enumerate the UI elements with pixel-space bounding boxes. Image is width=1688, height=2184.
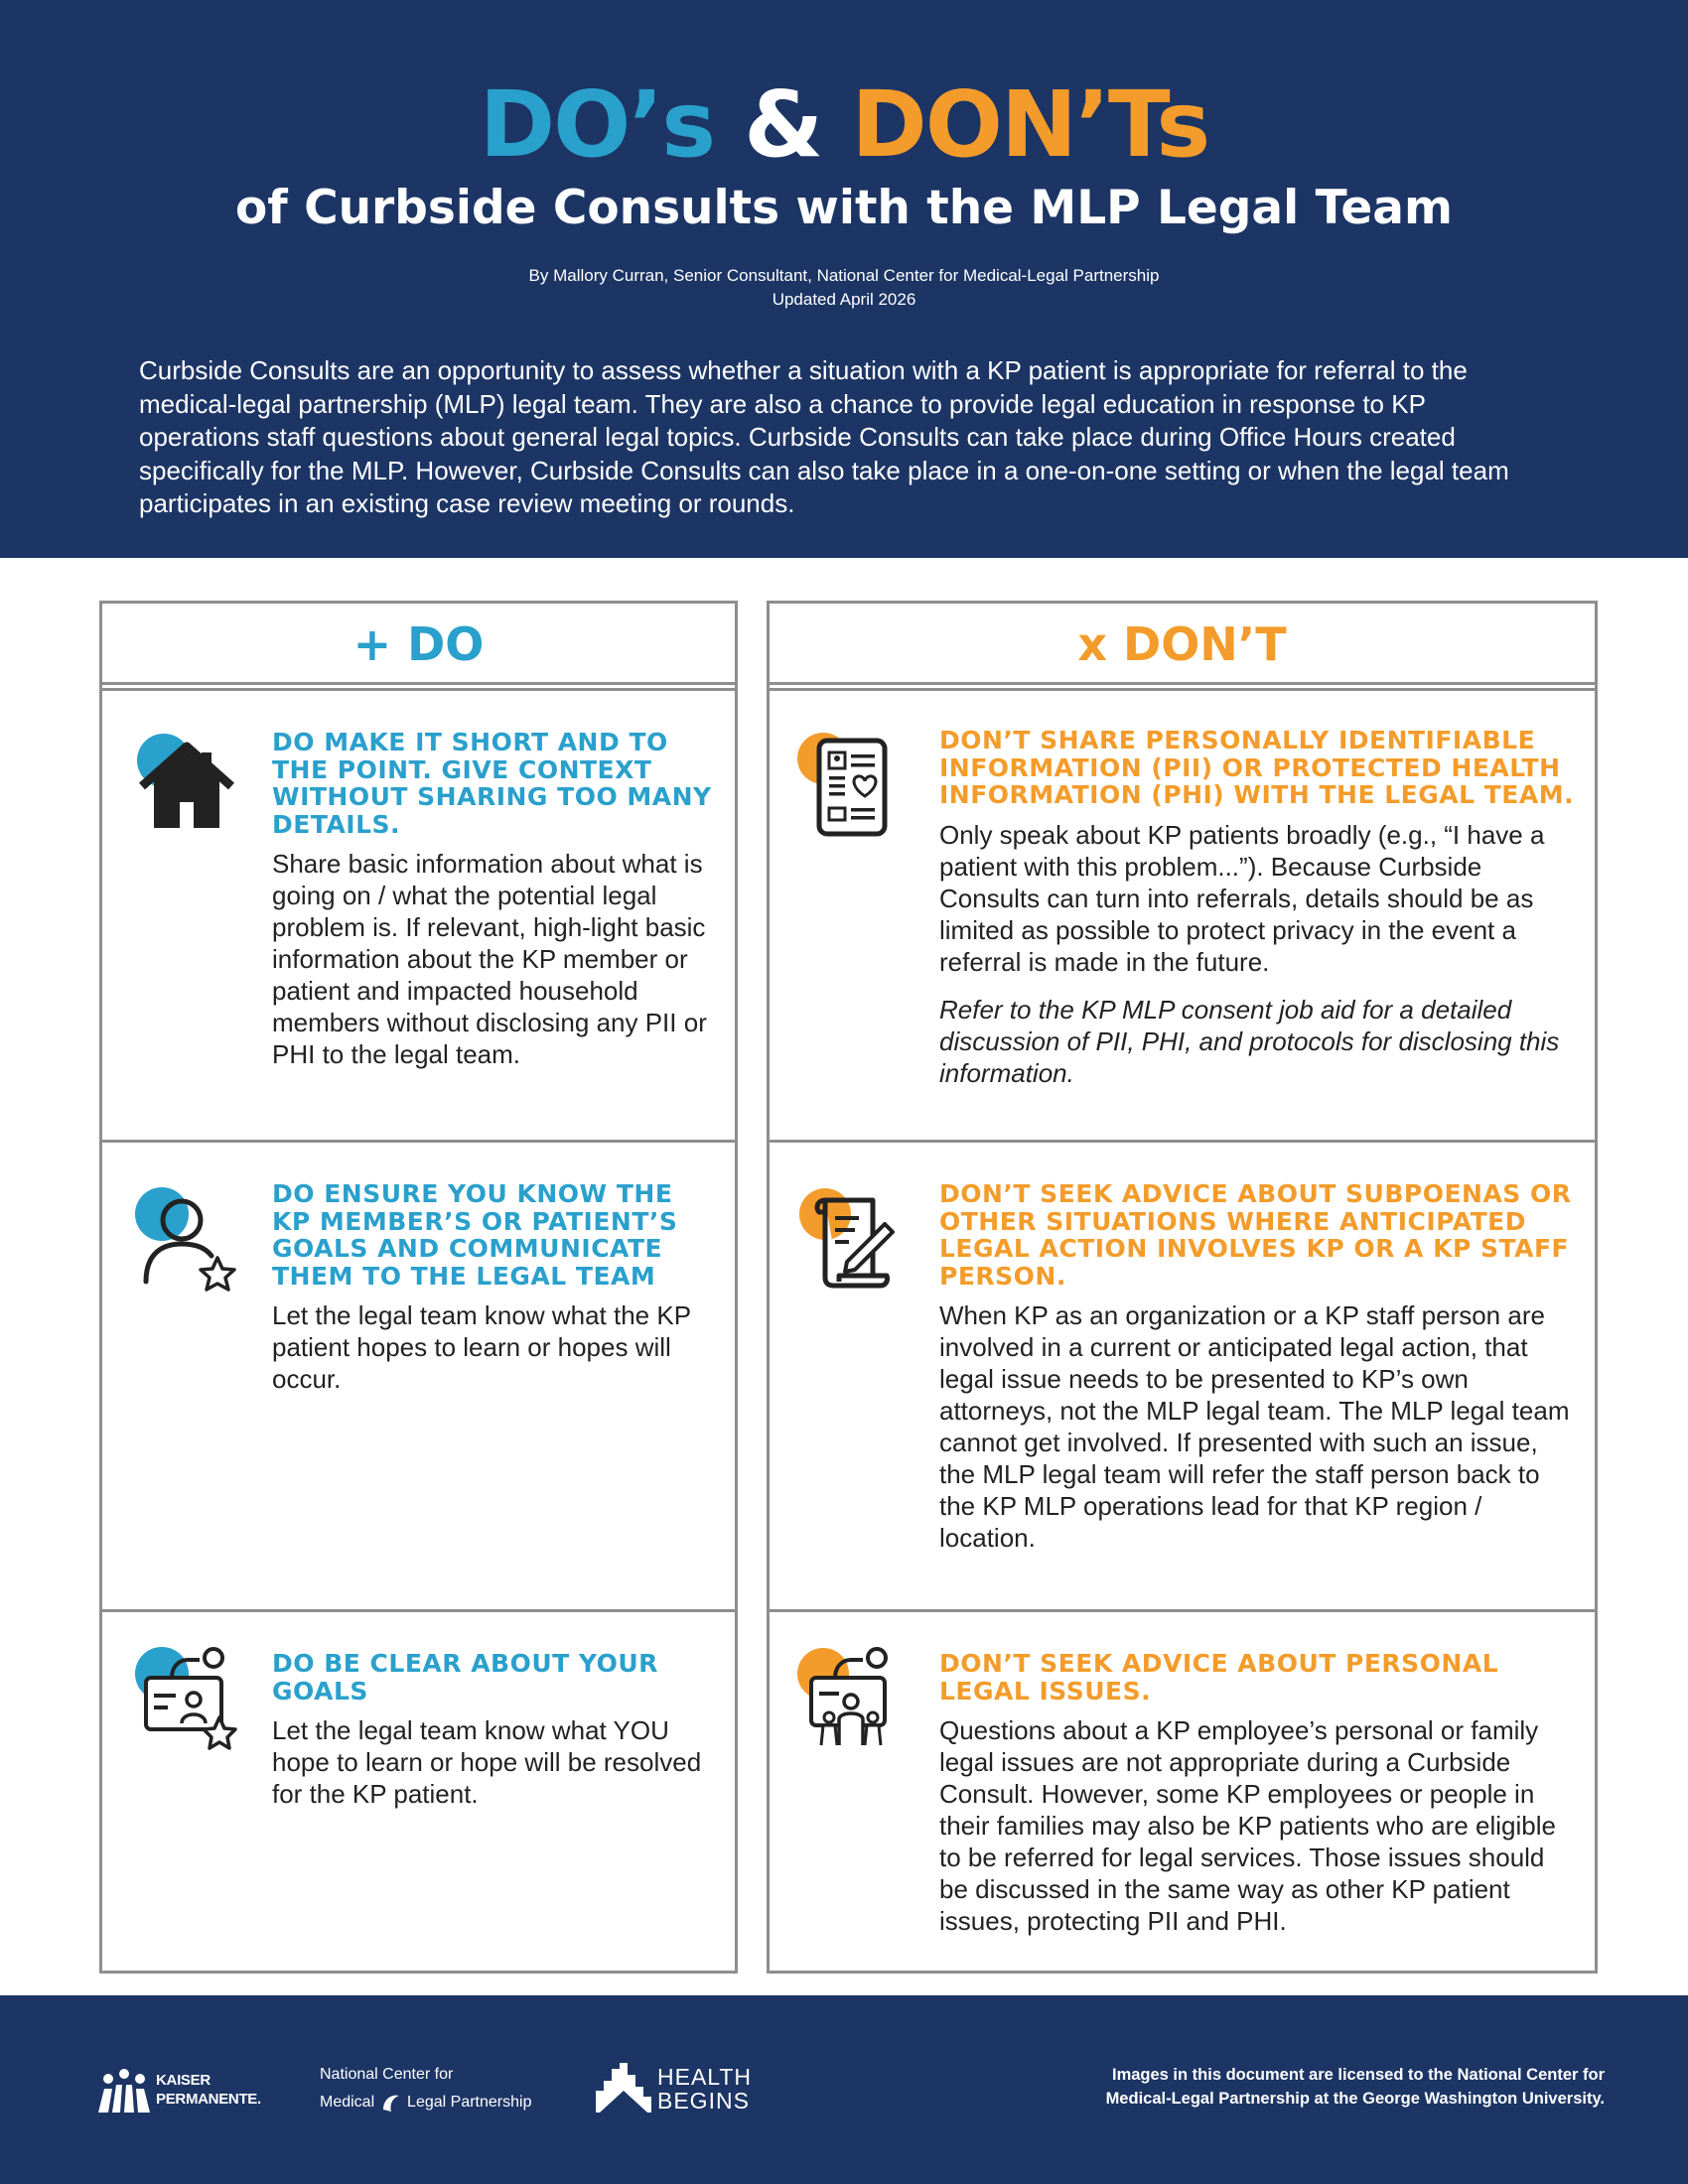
health-begins-logo (594, 2061, 763, 2120)
ncmlp-line2 (320, 2089, 531, 2116)
title-dont: DON’Ts (851, 71, 1209, 178)
do-item-title: DO MAKE IT SHORT AND TO THE POINT. GIVE CONTEXT WITHOUT SHARING TOO MANY DETAILS. (272, 728, 712, 839)
author-line: By Mallory Curran, Senior Consultant, National Center for Medical-Legal Partnership (528, 266, 1160, 285)
do-item-your-goals (102, 1609, 735, 1971)
dont-item-personal (770, 1609, 1595, 1971)
page-title (0, 66, 1688, 185)
do-item-goals-patient-body (272, 1180, 714, 1395)
do-item-short-body (272, 729, 714, 1070)
ncmlp-line1: National Center for (320, 2066, 454, 2083)
do-item-text: Let the legal team know what the KP patient hopes to learn or hopes will occur. (272, 1300, 691, 1394)
hb-line2: BEGINS (657, 2088, 750, 2114)
do-item-goals-patient (102, 1140, 735, 1609)
ncmlp-mark-icon (379, 2092, 403, 2114)
house-icon (132, 729, 241, 838)
title-ampersand: & (744, 71, 822, 178)
dont-item-subpoenas-body (939, 1180, 1575, 1554)
dont-item-text: When KP as an organization or a KP staff person are involved in a current or anticipated legal action, that legal issue needs to be presented to KP’s own attorneys, not the MLP legal team. The MLP legal team cannot get involved. If presented with such an issue, the MLP legal team will refer the staff person back to the KP MLP operations lead for that KP region / location. (939, 1300, 1570, 1553)
do-heading: + DO (102, 604, 735, 685)
dont-item-title: DON’T SEEK ADVICE ABOUT SUBPOENAS OR OTHER SITUATIONS WHERE ANTICIPATED LEGAL ACTION INVOLVES KP OR A KP STAFF PERSON. (939, 1179, 1572, 1291)
family-card-icon (795, 1642, 905, 1751)
hb-line1: HEALTH (657, 2064, 753, 2090)
dont-item-pii-body (939, 727, 1575, 1089)
do-item-your-goals-body (272, 1650, 714, 1810)
ncmlp-legal-partnership: Legal Partnership (407, 2094, 532, 2111)
header-banner (0, 0, 1688, 558)
kaiser-logo-text (156, 2071, 261, 2109)
kaiser-line1: KAISER (156, 2072, 211, 2089)
license-notice (1106, 2063, 1605, 2111)
kaiser-permanente-logo (94, 2063, 283, 2122)
dont-item-text: Questions about a KP employee’s personal or family legal issues are not appropriate during a Curbside Consult. However, some KP employees or people in their families may also be KP patients who are eligible to be referred for legal services. Those issues should be discussed in the same way as other KP patient issues, protecting PII and PHI. (939, 1715, 1556, 1936)
updated-date: Updated April 2026 (772, 290, 916, 309)
dont-item-pii (770, 688, 1595, 1140)
intro-paragraph: Curbside Consults are an opportunity to assess whether a situation with a KP patient is appropriate for referral to the medical-legal partnership (MLP) legal team. They are also a chance to provide legal education in response to KP operations staff questions about general legal topics. Curbside Consults can take place during Office Hours created specifically for the MLP. However, Curbside Consults can also take place in a one-on-one setting or when the legal team participates in an existing case review meeting or rounds. (139, 355, 1509, 518)
do-item-short (102, 688, 735, 1140)
do-item-text: Share basic information about what is going on / what the potential legal problem is. If relevant, high-light basic information about the KP member or patient and impacted household members without disclosing any PII or PHI to the legal team. (272, 849, 707, 1069)
dont-column (767, 601, 1598, 1974)
dont-item-title: DON’T SHARE PERSONALLY IDENTIFIABLE INFORMATION (PII) OR PROTECTED HEALTH INFORMATION (PHI) WITH THE LEGAL TEAM. (939, 726, 1575, 809)
dont-item-title: DON’T SEEK ADVICE ABOUT PERSONAL LEGAL ISSUES. (939, 1649, 1499, 1706)
ncmlp-medical: Medical (320, 2094, 375, 2111)
dont-item-text: Only speak about KP patients broadly (e.g., “I have a patient with this problem...”). Because Curbside Consults can turn into referrals, details should be as limited as possible to protect privacy in the event a referral is made in the future. (939, 819, 1545, 977)
person-star-icon (132, 1182, 241, 1292)
footer (0, 1995, 1688, 2184)
license-line2: Medical-Legal Partnership at the George Washington University. (1105, 2090, 1605, 2108)
dont-item-subpoenas (770, 1140, 1595, 1609)
document-pen-icon (795, 1182, 905, 1292)
dont-item-personal-body (939, 1650, 1575, 1937)
health-begins-text (657, 2065, 752, 2113)
ncmlp-logo (320, 2061, 531, 2116)
dont-heading: x DON’T (770, 604, 1595, 685)
kaiser-line2: PERMANENTE. (156, 2091, 261, 2108)
page-subtitle: of Curbside Consults with the MLP Legal Team (235, 181, 1453, 235)
kaiser-sunburst-icon (94, 2067, 154, 2116)
license-line1: Images in this document are licensed to the National Center for (1111, 2066, 1605, 2084)
do-column (99, 601, 738, 1974)
byline (0, 264, 1688, 312)
do-item-title: DO ENSURE YOU KNOW THE KP MEMBER’S OR PATIENT’S GOALS AND COMMUNICATE THEM TO THE LEGAL TEAM (272, 1179, 678, 1291)
id-card-star-icon (132, 1642, 241, 1751)
tablet-record-icon (795, 729, 905, 838)
title-do: DO’s (479, 71, 715, 178)
dont-item-note: Refer to the KP MLP consent job aid for a detailed discussion of PII, PHI, and protocols for disclosing this information. (939, 994, 1560, 1088)
health-begins-skyline-icon (594, 2061, 653, 2115)
do-item-text: Let the legal team know what YOU hope to learn or hope will be resolved for the KP patient. (272, 1715, 702, 1809)
do-item-title: DO BE CLEAR ABOUT YOUR GOALS (272, 1649, 658, 1706)
